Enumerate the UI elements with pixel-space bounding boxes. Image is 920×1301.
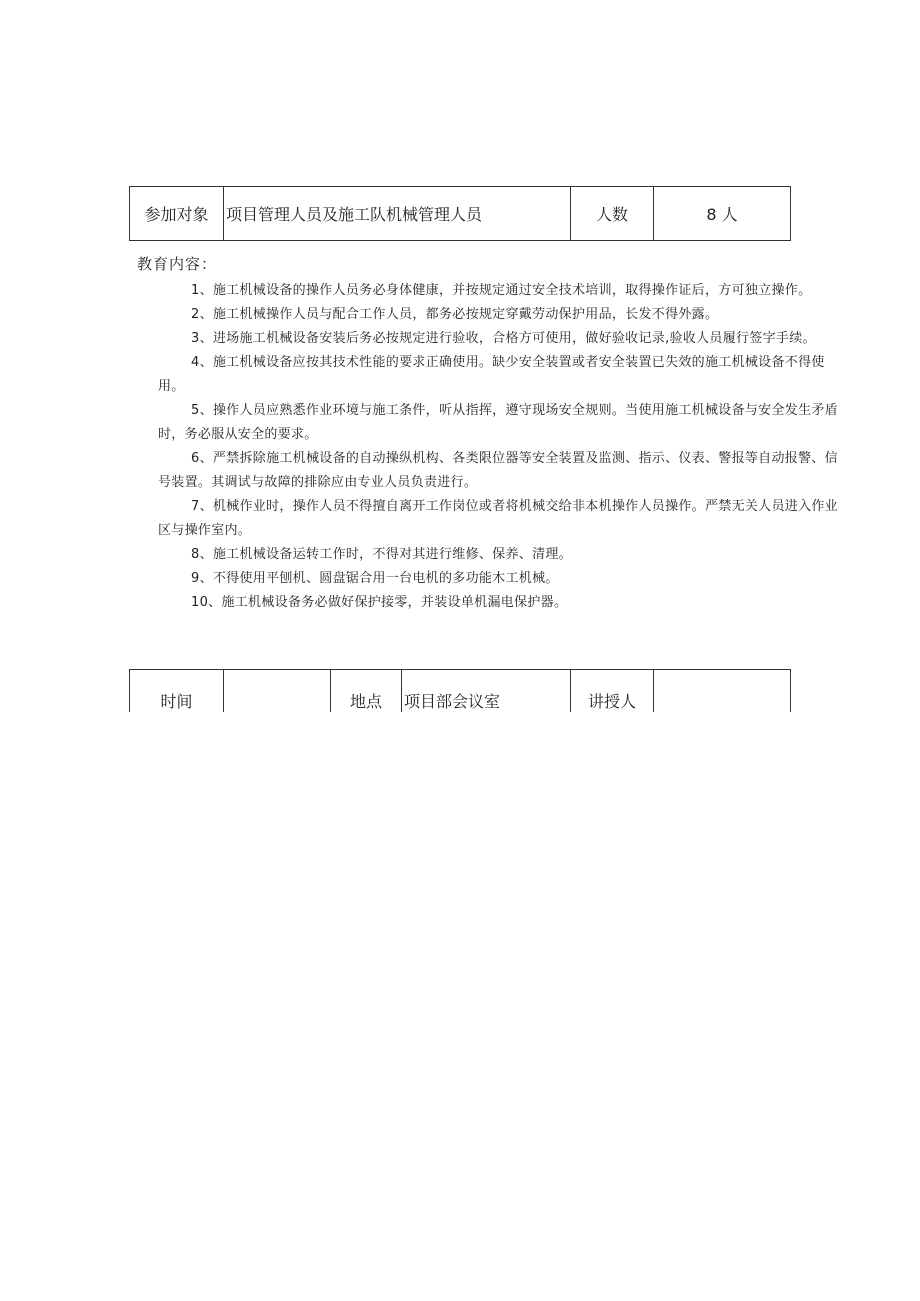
content-item-7: 7、机械作业时，操作人员不得擅自离开工作岗位或者将机械交给非本机操作人员操作。严禁无关人员进入作业区与操作室内。 <box>158 499 838 538</box>
content-item-6: 6、严禁拆除施工机械设备的自动操纵机构、各类限位器等安全装置及监测、指示、仪表、警报等自动报警、信号装置。其调试与故障的排除应由专业人员负责进行。 <box>158 451 838 490</box>
time-label <box>130 670 224 713</box>
place-value-text: 项目部会议室 <box>404 692 501 711</box>
session-table <box>129 669 791 712</box>
attendee-row <box>130 187 791 241</box>
content-item-2: 2、施工机械操作人员与配合工作人员，都务必按规定穿戴劳动保护用品，长发不得外露。 <box>191 307 719 322</box>
place-value <box>402 670 571 713</box>
content-item-8: 8、施工机械设备运转工作时，不得对其进行维修、保养、清理。 <box>191 547 572 562</box>
content-item-5: 5、操作人员应熟悉作业环境与施工条件，听从指挥，遵守现场安全规则。当使用施工机械设备与安全发生矛盾时，务必服从安全的要求。 <box>158 403 838 442</box>
content-item-4: 4、施工机械设备应按其技术性能的要求正确使用。缺少安全装置或者安全装置已失效的施工机械设备不得使用。 <box>158 355 825 394</box>
time-label-text: 时间 <box>160 692 193 711</box>
education-content <box>136 252 842 615</box>
content-title: 教育内容： <box>137 255 218 273</box>
place-label <box>331 670 402 713</box>
session-row <box>130 670 791 713</box>
content-item-3: 3、进场施工机械设备安装后务必按规定进行验收，合格方可使用，做好验收记录,验收人员履行签字手续。 <box>191 331 816 346</box>
content-item-9: 9、不得使用平刨机、圆盘锯合用一台电机的多功能木工机械。 <box>191 571 559 586</box>
content-item-1: 1、施工机械设备的操作人员务必身体健康，并按规定通过安全技术培训，取得操作证后，方可独立操作。 <box>191 283 812 298</box>
lecturer-label-text: 讲授人 <box>587 692 636 711</box>
attendees-label: 参加对象 <box>130 187 224 241</box>
count-value: 8 人 <box>654 187 791 241</box>
lecturer-label <box>571 670 654 713</box>
content-item-10: 10、施工机械设备务必做好保护接零，并装设单机漏电保护器。 <box>191 595 568 610</box>
lecturer-value <box>654 670 791 713</box>
attendees-value: 项目管理人员及施工队机械管理人员 <box>224 187 571 241</box>
time-value <box>224 670 331 713</box>
count-label: 人数 <box>571 187 654 241</box>
attendee-table <box>129 186 791 241</box>
place-label-text: 地点 <box>349 692 382 711</box>
